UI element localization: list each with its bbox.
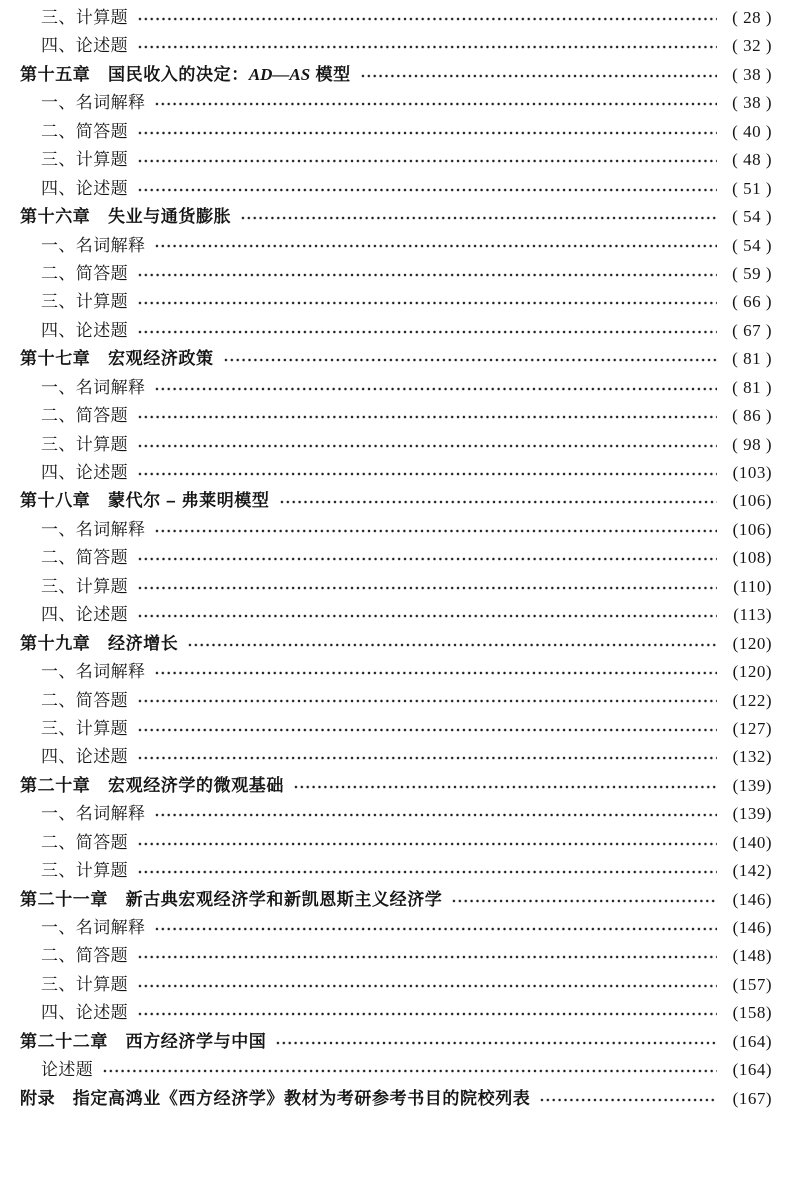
- dot-leader: [240, 203, 717, 231]
- toc-entry: [20, 260, 772, 288]
- dot-leader: [154, 232, 717, 260]
- dot-leader: [137, 573, 717, 601]
- toc-title-segment: 三、计算题: [41, 434, 128, 454]
- toc-title-segment: 模型: [310, 64, 351, 84]
- toc-title-segment: 一、名词解释: [41, 662, 146, 682]
- toc-entry: [20, 118, 772, 146]
- toc-list: [20, 4, 772, 1113]
- toc-entry: [20, 857, 772, 885]
- dot-leader: [154, 658, 717, 686]
- page-number: (120): [732, 662, 772, 682]
- dot-leader: [137, 32, 717, 60]
- toc-entry-label: [41, 658, 145, 686]
- toc-entry-label: [41, 374, 145, 402]
- page-number: ( 67 ): [732, 320, 772, 340]
- toc-title-segment: 二、简答题: [41, 548, 128, 568]
- page-number: ( 38 ): [732, 93, 772, 113]
- toc-title-segment: 四、论述题: [41, 320, 128, 340]
- dot-leader: [137, 317, 717, 345]
- page-number: (113): [733, 605, 772, 625]
- toc-entry: [20, 374, 772, 402]
- page-number: (139): [732, 775, 772, 795]
- toc-title-segment: 三、计算题: [41, 974, 128, 994]
- toc-entry: [20, 1028, 772, 1056]
- dot-leader: [154, 800, 717, 828]
- page-number: ( 54 ): [732, 235, 772, 255]
- toc-title-segment: 二、简答题: [41, 121, 128, 141]
- toc-title-segment: 三、计算题: [41, 718, 128, 738]
- toc-entry: [20, 971, 772, 999]
- toc-entry: [20, 487, 772, 515]
- dot-leader: [293, 772, 717, 800]
- toc-entry-label: [41, 971, 128, 999]
- page-number: (106): [732, 491, 772, 511]
- dot-leader: [137, 942, 717, 970]
- toc-entry-label: [41, 829, 128, 857]
- toc-entry: [20, 32, 772, 60]
- dot-leader: [137, 4, 717, 32]
- toc-entry: [20, 800, 772, 828]
- toc-title-segment: 第十六章 失业与通货膨胀: [20, 207, 232, 227]
- toc-entry-label: [41, 800, 145, 828]
- dot-leader: [223, 345, 717, 373]
- page-number: (120): [732, 633, 772, 653]
- toc-title-segment: 二、简答题: [41, 690, 128, 710]
- toc-entry: [20, 146, 772, 174]
- toc-entry-label: [20, 886, 442, 914]
- dot-leader: [137, 459, 717, 487]
- toc-title-segment: 二、简答题: [41, 263, 128, 283]
- page-number: ( 38 ): [732, 64, 772, 84]
- toc-entry: [20, 61, 772, 89]
- toc-entry: [20, 317, 772, 345]
- toc-title-segment: 第二十章 宏观经济学的微观基础: [20, 775, 284, 795]
- toc-entry: [20, 715, 772, 743]
- toc-entry: [20, 829, 772, 857]
- page-number: (122): [732, 690, 772, 710]
- page-number: (148): [732, 946, 772, 966]
- toc-entry-label: [41, 914, 145, 942]
- toc-entry-label: [41, 687, 128, 715]
- page-number: (146): [732, 918, 772, 937]
- dot-leader: [137, 743, 717, 771]
- page-number: (158): [732, 1003, 772, 1023]
- toc-entry-label: [41, 232, 145, 260]
- toc-entry: [20, 89, 772, 117]
- toc-title-segment: 一、名词解释: [41, 519, 146, 539]
- toc-entry-label: [41, 999, 128, 1027]
- toc-entry-label: [41, 431, 128, 459]
- toc-entry-label: [41, 118, 128, 146]
- dot-leader: [137, 544, 717, 572]
- page-number: ( 48 ): [732, 150, 772, 170]
- dot-leader: [137, 175, 717, 203]
- dot-leader: [137, 402, 717, 430]
- toc-title-segment: 三、计算题: [41, 861, 128, 881]
- toc-entry-label: [41, 4, 128, 32]
- toc-title-segment: 四、论述题: [41, 605, 128, 625]
- toc-entry: [20, 431, 772, 459]
- toc-entry: [20, 914, 772, 942]
- toc-entry: [20, 232, 772, 260]
- toc-entry: [20, 743, 772, 771]
- toc-entry-label: [41, 260, 128, 288]
- toc-entry-label: [41, 516, 145, 544]
- dot-leader: [137, 687, 717, 715]
- toc-title-segment: 一、名词解释: [41, 804, 146, 824]
- page-number: (164): [732, 1031, 772, 1051]
- page-number: ( 54 ): [732, 207, 772, 227]
- toc-title-segment: 三、计算题: [41, 150, 128, 170]
- toc-entry-label: [20, 203, 231, 231]
- dot-leader: [137, 118, 717, 146]
- page-number: (140): [732, 832, 772, 852]
- dot-leader: [360, 61, 717, 89]
- toc-title-segment: 第二十一章 新古典宏观经济学和新凯恩斯主义经济学: [20, 889, 443, 909]
- page-number: ( 32 ): [732, 36, 772, 56]
- toc-title-segment: 附录 指定高鸿业《西方经济学》教材为考研参考书目的院校列表: [20, 1088, 531, 1108]
- toc-entry: [20, 1085, 772, 1113]
- page-number: (164): [732, 1060, 772, 1080]
- dot-leader: [451, 886, 717, 914]
- dot-leader: [137, 999, 717, 1027]
- toc-entry-label: [41, 573, 128, 601]
- toc-title-segment: 四、论述题: [41, 463, 128, 482]
- toc-entry: [20, 999, 772, 1027]
- toc-entry: [20, 402, 772, 430]
- toc-entry-label: [41, 175, 128, 203]
- toc-entry-label: [20, 487, 270, 515]
- toc-entry: [20, 516, 772, 544]
- page-number: ( 81 ): [732, 349, 772, 369]
- page-number: (108): [732, 548, 772, 568]
- toc-entry: [20, 886, 772, 914]
- toc-title-segment: 第十五章 国民收入的决定：: [20, 64, 249, 84]
- toc-title-segment: 四、论述题: [41, 178, 128, 198]
- toc-title-segment: 一、名词解释: [41, 93, 146, 113]
- toc-title-segment: 三、计算题: [41, 292, 128, 312]
- toc-entry-label: [20, 772, 284, 800]
- toc-entry-label: [41, 402, 128, 430]
- toc-entry: [20, 601, 772, 629]
- toc-entry-label: [20, 630, 178, 658]
- toc-entry: [20, 345, 772, 373]
- toc-entry-label: [41, 601, 128, 629]
- dot-leader: [137, 857, 717, 885]
- dot-leader: [154, 374, 717, 402]
- page-number: ( 40 ): [732, 121, 772, 141]
- page-number: (139): [732, 804, 772, 824]
- toc-entry-label: [41, 89, 145, 117]
- toc-entry-label: [41, 317, 128, 345]
- dot-leader: [137, 260, 717, 288]
- toc-entry: [20, 772, 772, 800]
- toc-entry: [20, 687, 772, 715]
- dot-leader: [154, 914, 717, 942]
- toc-title-italic-segment: AD—AS: [248, 64, 311, 84]
- toc-title-segment: 二、简答题: [41, 406, 128, 426]
- toc-entry-label: [41, 146, 128, 174]
- toc-title-segment: 四、论述题: [41, 1003, 128, 1023]
- toc-entry-label: [41, 942, 128, 970]
- page-number: (157): [732, 974, 772, 994]
- dot-leader: [154, 89, 717, 117]
- dot-leader: [137, 146, 717, 174]
- toc-title-segment: 第二十二章 西方经济学与中国: [20, 1031, 267, 1051]
- dot-leader: [279, 487, 717, 515]
- page-number: (142): [732, 861, 772, 881]
- page-number: ( 81 ): [732, 377, 772, 397]
- page-number: ( 86 ): [732, 406, 772, 426]
- page-number: (127): [732, 718, 772, 738]
- toc-title-segment: 四、论述题: [41, 747, 128, 767]
- toc-title-segment: 二、简答题: [41, 946, 128, 966]
- toc-entry: [20, 4, 772, 32]
- toc-title-segment: 第十八章 蒙代尔 – 弗莱明模型: [20, 491, 270, 511]
- dot-leader: [137, 601, 717, 629]
- toc-entry: [20, 203, 772, 231]
- page-number: (106): [732, 519, 772, 539]
- toc-title-segment: 二、简答题: [41, 832, 128, 852]
- toc-entry-label: [41, 715, 128, 743]
- toc-entry-label: [41, 32, 128, 60]
- dot-leader: [187, 630, 717, 658]
- toc-title-segment: 论述题: [41, 1060, 94, 1080]
- toc-entry-label: [41, 288, 128, 316]
- toc-title-segment: 三、计算题: [41, 576, 128, 596]
- toc-title-segment: 三、计算题: [41, 8, 128, 27]
- toc-title-segment: 一、名词解释: [41, 377, 146, 397]
- dot-leader: [539, 1085, 717, 1113]
- toc-entry: [20, 573, 772, 601]
- toc-entry: [20, 544, 772, 572]
- toc-title-segment: 第十九章 经济增长: [20, 633, 179, 653]
- toc-entry-label: [20, 1085, 530, 1113]
- dot-leader: [275, 1028, 717, 1056]
- toc-entry-label: [41, 743, 128, 771]
- toc-entry-label: [41, 857, 128, 885]
- dot-leader: [137, 431, 717, 459]
- page-number: (132): [732, 747, 772, 767]
- toc-entry: [20, 658, 772, 686]
- toc-entry: [20, 175, 772, 203]
- toc-entry: [20, 459, 772, 487]
- toc-entry: [20, 288, 772, 316]
- toc-title-segment: 四、论述题: [41, 36, 128, 56]
- toc-entry: [20, 942, 772, 970]
- toc-title-segment: 一、名词解释: [41, 918, 146, 937]
- page-number: ( 59 ): [732, 263, 772, 283]
- toc-title-segment: 第十七章 宏观经济政策: [20, 349, 214, 369]
- page-number: ( 28 ): [732, 8, 772, 27]
- dot-leader: [137, 971, 717, 999]
- page-number: (103): [732, 463, 772, 482]
- dot-leader: [137, 715, 717, 743]
- page-number: (110): [733, 576, 772, 596]
- toc-entry-label: [20, 345, 214, 373]
- dot-leader: [102, 1056, 717, 1084]
- toc-entry: [20, 1056, 772, 1084]
- toc-title-segment: 一、名词解释: [41, 235, 146, 255]
- page-number: ( 98 ): [732, 434, 772, 454]
- toc-entry-label: [41, 459, 128, 487]
- toc-entry-label: [41, 1056, 93, 1084]
- page-number: ( 66 ): [732, 292, 772, 312]
- page-number: ( 51 ): [732, 178, 772, 198]
- toc-entry-label: [20, 1028, 266, 1056]
- dot-leader: [154, 516, 717, 544]
- page-number: (167): [732, 1088, 772, 1108]
- toc-entry: [20, 630, 772, 658]
- dot-leader: [137, 829, 717, 857]
- toc-entry-label: [41, 544, 128, 572]
- dot-leader: [137, 288, 717, 316]
- page-number: (146): [732, 889, 772, 909]
- toc-entry-label: [20, 61, 351, 89]
